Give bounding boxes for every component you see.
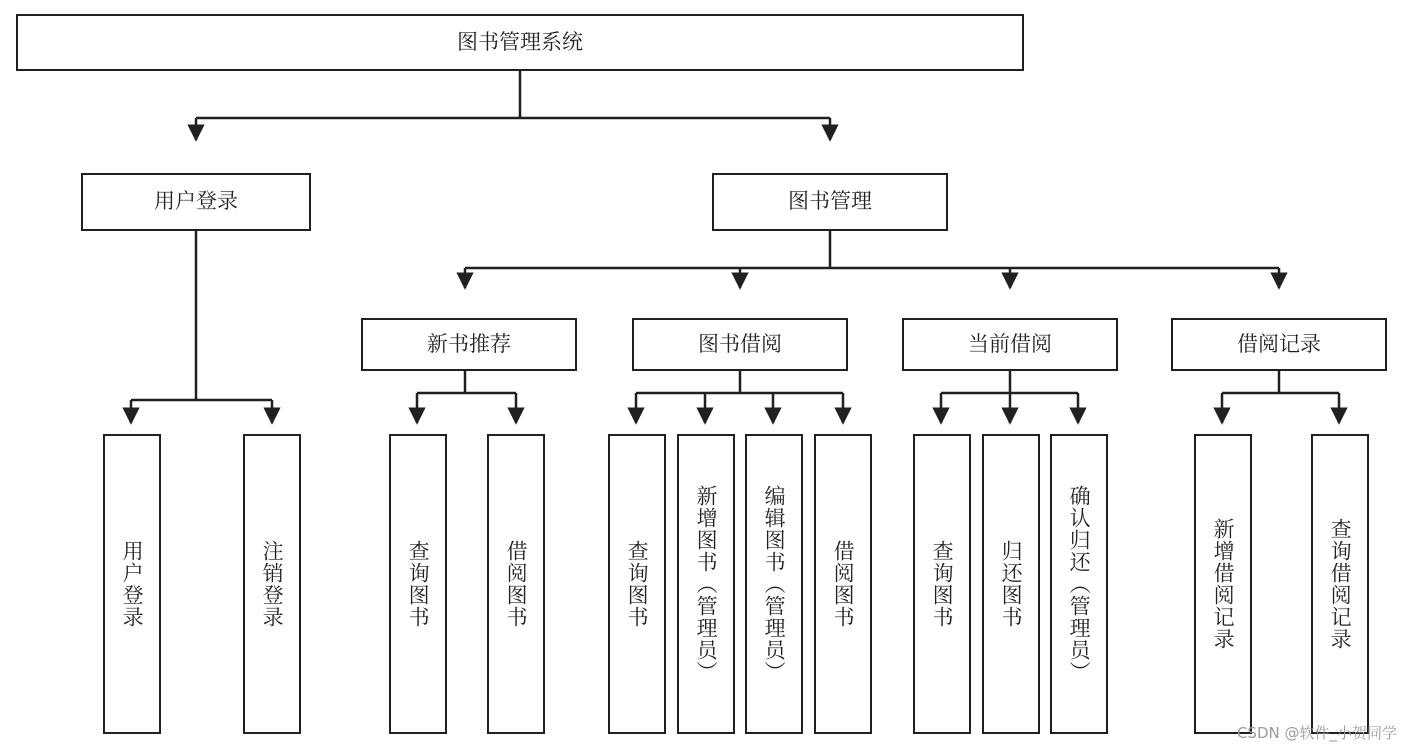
node-label: 查询图书 <box>625 540 650 628</box>
node-label: 当前借阅 <box>968 331 1052 356</box>
leaf-return-books[interactable] <box>982 434 1040 734</box>
watermark: CSDN @软件_小贺同学 <box>1236 724 1397 742</box>
node-user-login[interactable] <box>81 173 311 231</box>
node-label: 注销登录 <box>260 540 285 628</box>
leaf-logout[interactable] <box>243 434 301 734</box>
node-borrowing-records[interactable] <box>1171 318 1387 371</box>
leaf-add-borrow-record[interactable] <box>1194 434 1252 734</box>
leaf-query-borrow-record[interactable] <box>1311 434 1369 734</box>
leaf-query-books-borrow[interactable] <box>608 434 666 734</box>
leaf-add-book-admin[interactable] <box>677 434 735 734</box>
leaf-confirm-return-admin[interactable] <box>1050 434 1108 734</box>
node-label: 编辑图书（管理员） <box>762 485 787 683</box>
node-current-borrowing[interactable] <box>902 318 1118 371</box>
node-label: 图书管理 <box>788 189 872 214</box>
leaf-query-books-current[interactable] <box>913 434 971 734</box>
node-label: 新增图书（管理员） <box>694 485 719 683</box>
node-label: 新增借阅记录 <box>1211 518 1236 650</box>
node-book-borrowing[interactable] <box>632 318 848 371</box>
node-label: 借阅图书 <box>831 540 856 628</box>
node-label: 借阅记录 <box>1237 331 1321 356</box>
node-book-management-system[interactable] <box>16 14 1024 71</box>
leaf-edit-book-admin[interactable] <box>745 434 803 734</box>
node-label: 新书推荐 <box>427 331 511 356</box>
node-label: 确认归还（管理员） <box>1067 485 1092 683</box>
leaf-borrow-books-newbook[interactable] <box>487 434 545 734</box>
node-book-management[interactable] <box>712 173 948 231</box>
node-label: 图书管理系统 <box>457 29 583 54</box>
node-label: 查询图书 <box>406 540 431 628</box>
node-label: 查询图书 <box>930 540 955 628</box>
leaf-query-books-newbook[interactable] <box>389 434 447 734</box>
leaf-user-login[interactable] <box>103 434 161 734</box>
node-label: 用户登录 <box>154 189 238 214</box>
node-label: 归还图书 <box>999 540 1024 628</box>
node-new-book-recommendation[interactable] <box>361 318 577 371</box>
node-label: 借阅图书 <box>504 540 529 628</box>
leaf-borrow-books-borrow[interactable] <box>814 434 872 734</box>
node-label: 查询借阅记录 <box>1328 518 1353 650</box>
node-label: 用户登录 <box>120 540 145 628</box>
node-label: 图书借阅 <box>698 331 782 356</box>
